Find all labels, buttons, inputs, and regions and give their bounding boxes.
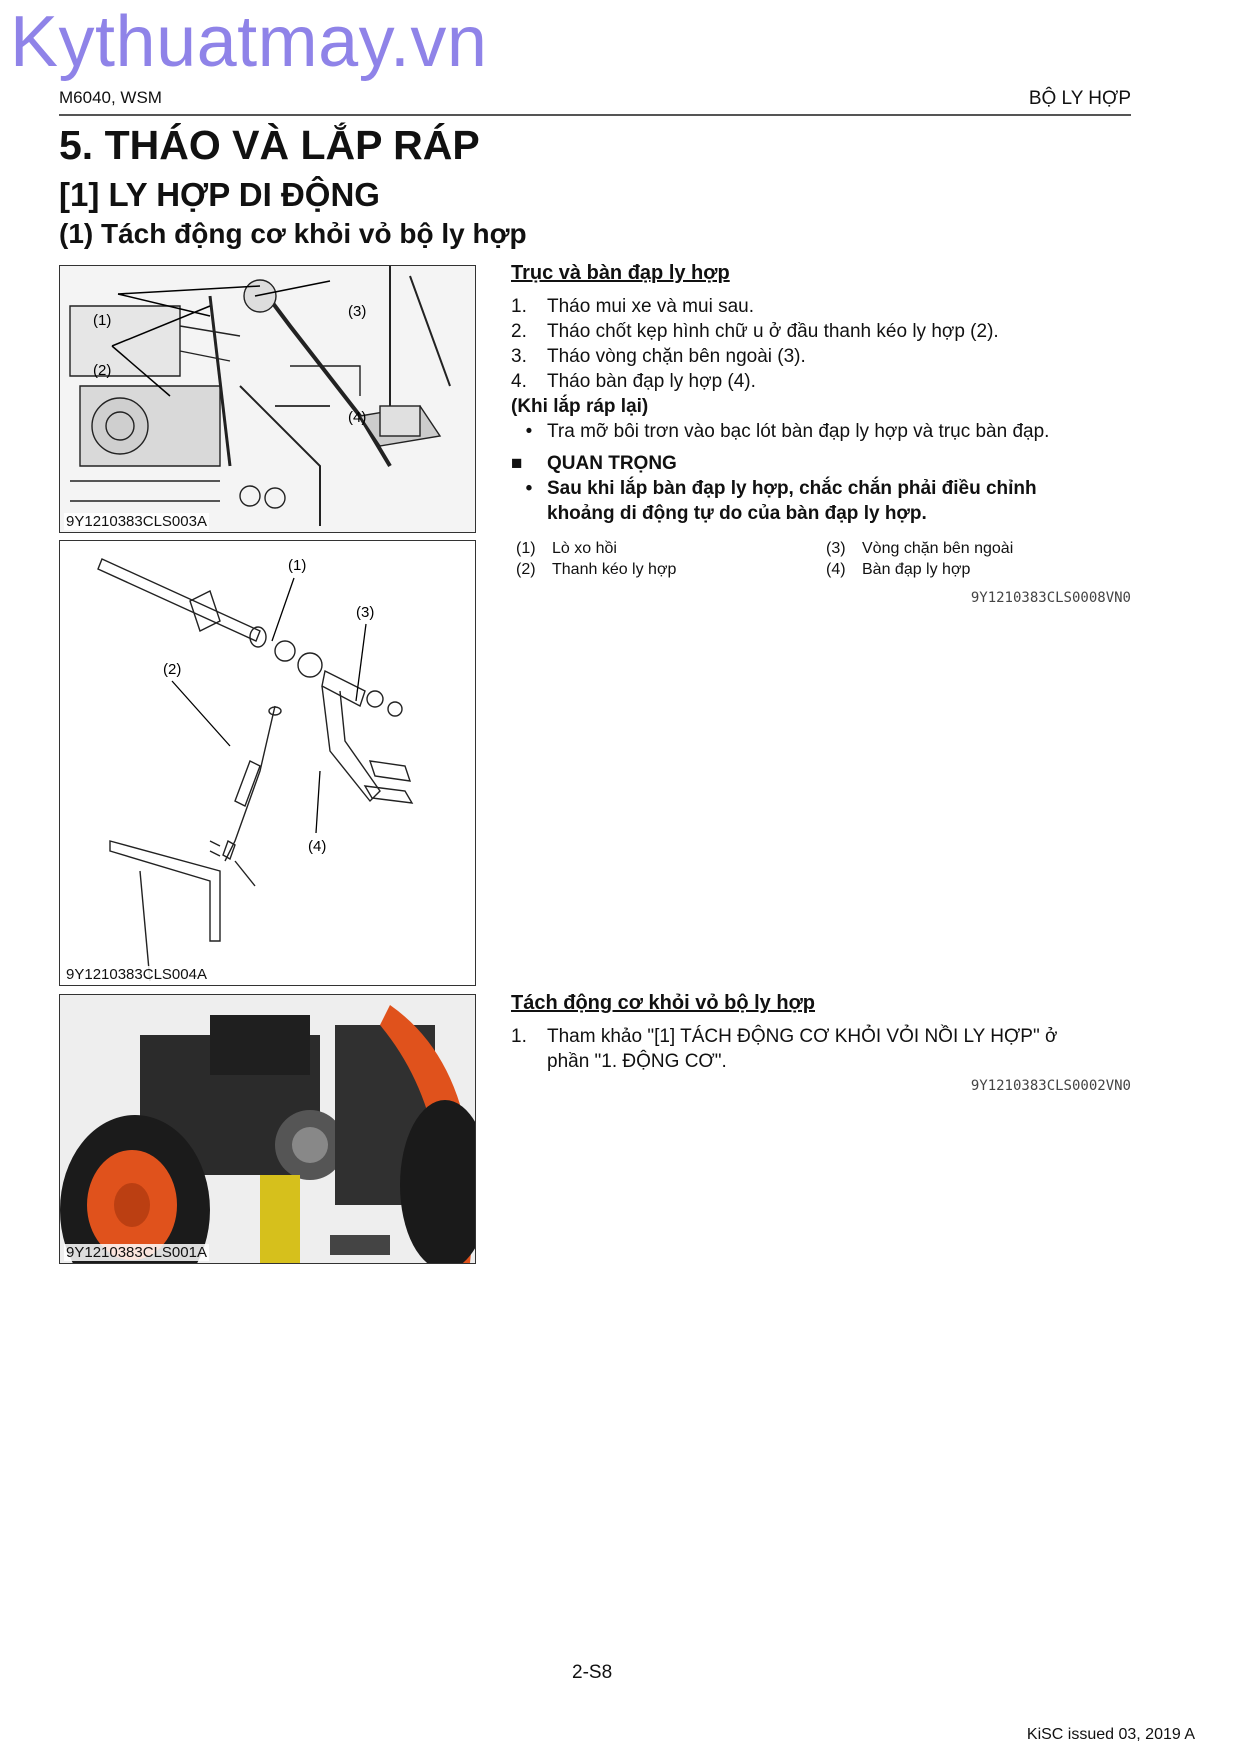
heading-procedure: (1) Tách động cơ khỏi vỏ bộ ly hợp [59,218,527,249]
watermark: Kythuatmay.vn [10,2,488,82]
callout-2: (2) [163,661,182,678]
figure-clutch-pedal-assembly [59,265,476,533]
callout-4: (4) [348,409,367,426]
callout-4: (4) [308,838,327,855]
figure-code: 9Y1210383CLS004A [66,966,207,983]
callout-2: (2) [93,362,112,379]
document-code: 9Y1210383CLS0002VN0 [970,1078,1131,1094]
legend-right [826,538,1126,580]
heading-subsection: [1] LY HỢP DI ĐỘNG [59,176,380,213]
important-title: QUAN TRỌNG [547,453,677,474]
list-item: 2. Tháo chốt kẹp hình chữ u ở đầu thanh kéo ly hợp (2). [511,321,999,342]
callout-3: (3) [356,604,375,621]
figure-exploded-view [59,540,476,986]
heading-section: 5. THÁO VÀ LẮP RÁP [59,122,480,168]
important-line-1: Sau khi lắp bàn đạp ly hợp, chắc chắn phải điều chỉnh [547,478,1037,499]
list-item: 4. Tháo bàn đạp ly hợp (4). [511,371,756,392]
square-bullet-icon: ■ [511,453,523,474]
legend-left [516,538,826,580]
callout-3: (3) [348,303,367,320]
figure-code: 9Y1210383CLS001A [66,1244,207,1261]
issue-note: KiSC issued 03, 2019 A [1026,1726,1195,1743]
callout-1: (1) [288,557,307,574]
document-code: 9Y1210383CLS0008VN0 [970,590,1131,606]
header-chapter-title: BỘ LY HỢP [1028,88,1131,109]
important-line-2: khoảng di động tự do của bàn đạp ly hợp. [547,503,927,524]
legend-item: (2) Thanh kéo ly hợp [516,561,677,578]
list-item: 1. Tham khảo "[1] TÁCH ĐỘNG CƠ KHỎI VỎI NỒI LY HỢP" ở [511,1026,1058,1047]
callout-1: (1) [93,312,112,329]
page-number: 2-S8 [572,1662,613,1683]
step-list: 1. Tham khảo "[1] TÁCH ĐỘNG CƠ KHỎI VỎI NỒI LY HỢP" ở phần "1. ĐỘNG CƠ". [511,1024,1136,1074]
exploded-diagram [60,541,475,985]
legend-item: (3) Vòng chặn bên ngoài [826,540,1014,557]
important-notice: ■ QUAN TRỌNG • Sau khi lắp bàn đạp ly hợp, chắc chắn phải điều chỉnh khoảng di động tự do của bàn đạp ly hợp. [511,453,1037,524]
step-list [511,294,1136,444]
section-title-pedal: Trục và bàn đạp ly hợp [511,262,730,284]
clutch-pedal-drawing [60,266,475,532]
reassembly-heading: (Khi lắp ráp lại) [511,396,649,417]
tractor-split-photo [60,995,475,1263]
legend-item: (1) Lò xo hồi [516,540,617,557]
header-rule [59,114,1131,116]
figure-code: 9Y1210383CLS003A [66,513,207,530]
list-item: 3. Tháo vòng chặn bên ngoài (3). [511,346,806,367]
legend-item: (4) Bàn đạp ly hợp [826,561,971,578]
figure-tractor-photo [59,994,476,1264]
reassembly-note: • Tra mỡ bôi trơn vào bạc lót bàn đạp ly hợp và trục bàn đạp. [525,421,1050,442]
list-item: 1. Tháo mui xe và mui sau. [511,296,754,317]
section-title-engine-split: Tách động cơ khỏi vỏ bộ ly hợp [511,992,816,1014]
header-manual-code: M6040, WSM [59,88,162,107]
